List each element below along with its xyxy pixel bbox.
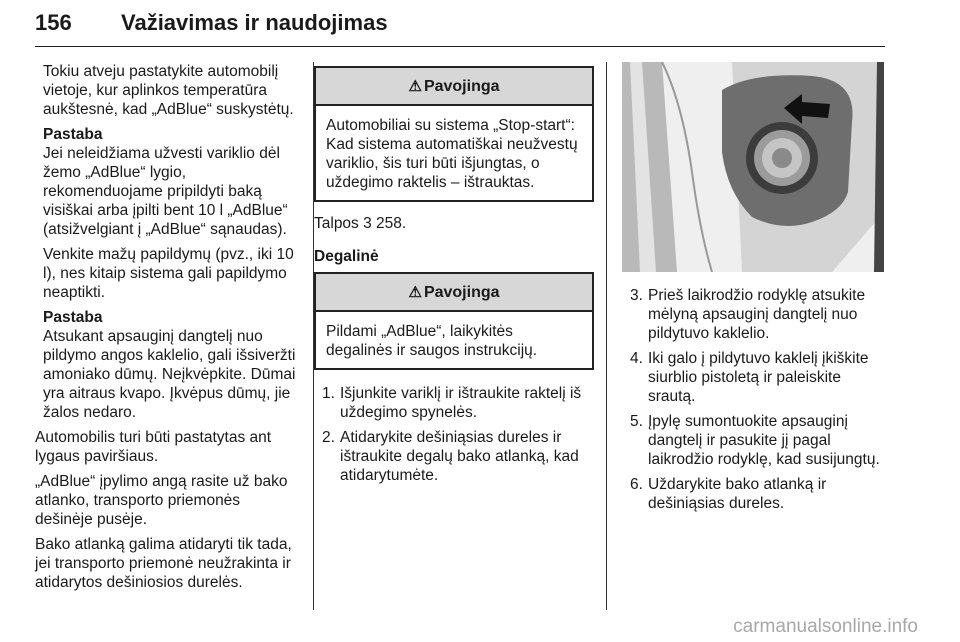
note-title: Pastaba	[43, 309, 103, 326]
watermark: carmanualsonline.info	[733, 616, 918, 637]
paragraph: Tokiu atveju pastatykite automobilį vietoje, kur aplinkos temperatūra aukštesnė, kad „AdBlue“ suskystėtų.	[43, 63, 294, 118]
steps-list	[622, 286, 890, 513]
column-right	[622, 62, 890, 519]
list-item: 2. Atidarykite dešiniąsias dureles ir ištraukite degalų bako atlanką, kad atidarytumėte.	[322, 429, 579, 484]
paragraph: Bako atlanką galima atidaryti tik tada, jei transporto priemonė neužrakinta ir atidarytos dešiniosios durelės.	[35, 536, 292, 591]
reference-line	[314, 214, 594, 233]
page-header	[35, 8, 885, 47]
warning-header	[316, 68, 592, 106]
paragraph: „AdBlue“ įpylimo angą rasite už bako atlanko, transporto priemonės dešinėje pusėje.	[35, 473, 288, 528]
warning-triangle-icon: ⚠	[408, 283, 422, 301]
reference-arrow-icon: 3	[363, 215, 372, 232]
warning-box	[314, 66, 594, 202]
warning-triangle-icon: ⚠	[408, 77, 422, 95]
warning-text: Pildami „AdBlue“, laikykitės degalinės ir saugos instrukcijų.	[326, 323, 538, 359]
reference-label: Talpos	[314, 215, 364, 232]
warning-title: Pavojinga	[423, 283, 500, 301]
section-title: Degalinė	[314, 248, 379, 265]
column-divider	[606, 62, 607, 610]
list-item: 3. Prieš laikrodžio rodyklę atsukite mėlyną apsauginį dangtelį nuo pildytuvo kaklelio.	[630, 287, 866, 342]
note-text: Atsukant apsauginį dangtelį nuo pildymo angos kaklelio, gali išsiveržti amoniako dūmų. Neįkvėpkite. Dūmai yra aitraus kvapo. Įkvėpus dūmų, jie žalos nedaro.	[43, 328, 296, 421]
warning-box	[314, 272, 594, 370]
adblue-filler-photo	[622, 62, 884, 272]
column-left	[35, 62, 301, 598]
page-title: Važiavimas ir naudojimas	[121, 10, 388, 35]
page-number: 156	[35, 10, 72, 35]
note-block	[35, 125, 301, 239]
paragraph: Automobilis turi būti pastatytas ant lygaus paviršiaus.	[35, 429, 272, 465]
warning-header	[316, 274, 592, 312]
note-text: Jei neleidžiama užvesti variklio dėl žemo „AdBlue“ lygio, rekomenduojame pripildyti baką visiškai arba įpilti bent 10 l „AdBlue“ (atsižvelgiant į „AdBlue“ sąnaudas).	[43, 145, 288, 238]
steps-list	[314, 384, 594, 485]
list-item: 6. Uždarykite bako atlanką ir dešiniąsias dureles.	[630, 476, 827, 512]
warning-text: Automobiliai su sistema „Stop-start“: Kad sistema automatiškai neužvestų variklio, šis turi būti išjungtas, o uždegimo raktelis – ištrauktas.	[326, 117, 578, 191]
column-middle	[314, 62, 594, 491]
list-item: 4. Iki galo į pildytuvo kaklelį įkiškite siurblio pistoletą ir paleiskite srautą.	[630, 350, 869, 405]
list-item: 1. Išjunkite variklį ir ištraukite raktelį iš uždegimo spynelės.	[322, 385, 582, 421]
paragraph: Venkite mažų papildymų (pvz., iki 10 l), nes kitaip sistema gali papildymo neaptikti.	[43, 246, 294, 301]
reference-page[interactable]: 258.	[371, 215, 407, 232]
note-block	[35, 308, 301, 422]
note-title: Pastaba	[43, 126, 103, 143]
warning-title: Pavojinga	[423, 77, 500, 95]
list-item: 5. Įpylę sumontuokite apsauginį dangtelį ir pasukite jį pagal laikrodžio rodyklę, kad susijungtų.	[630, 413, 880, 468]
